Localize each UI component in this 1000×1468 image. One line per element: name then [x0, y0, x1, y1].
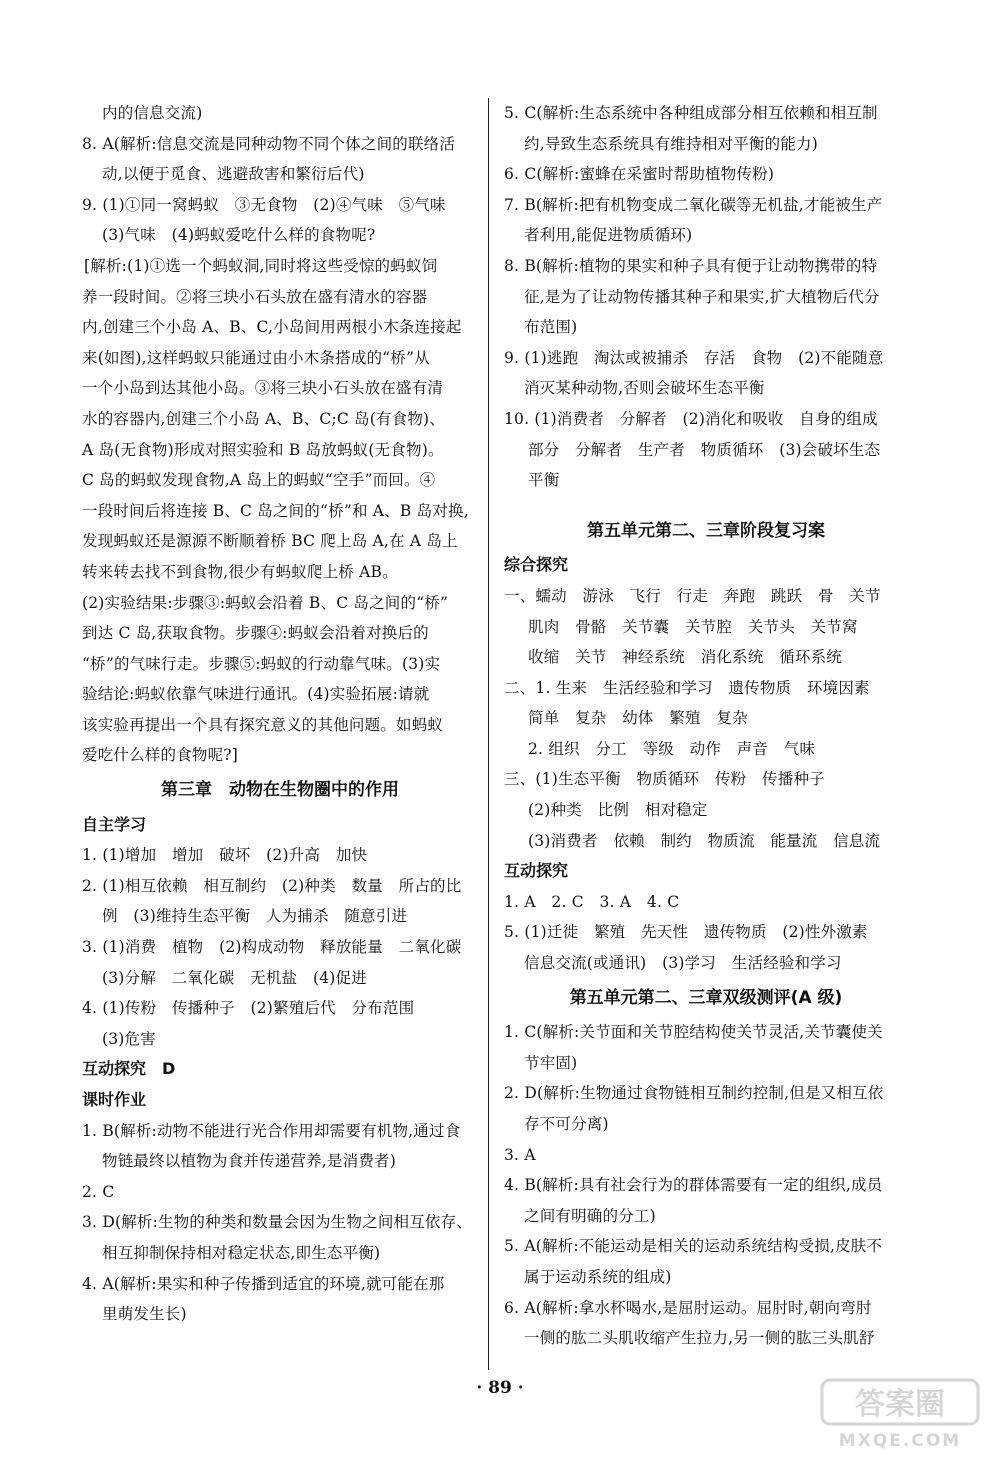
answer-line: 一、蠕动 游泳 飞行 行走 奔跑 跳跃 骨 关节 — [504, 586, 881, 605]
answer-line: 属于运动系统的组成) — [524, 1267, 672, 1286]
answer-line: 节牢固) — [524, 1053, 578, 1072]
answer-line: 3. A — [504, 1145, 536, 1164]
answer-line: 消灭某种动物,否则会破坏生态平衡 — [524, 379, 765, 398]
answer-line: C 岛的蚂蚁发现食物,A 岛上的蚂蚁“空手”而回。④ — [82, 471, 436, 490]
section-heading: 互动探究 D — [82, 1059, 176, 1079]
answer-line: 1. B(解析:动物不能进行光合作用却需要有机物,通过食 — [82, 1121, 461, 1140]
answer-line: 物链最终以植物为食并传递营养,是消费者) — [102, 1152, 396, 1171]
answer-line: 里萌发生长) — [102, 1305, 187, 1324]
section-heading: 第五单元第二、三章阶段复习案 — [587, 520, 825, 541]
answer-line: 一个小岛到达其他小岛。③将三块小石头放在盛有清 — [82, 379, 444, 398]
left-column — [82, 98, 478, 1330]
answer-line: 该实验再提出一个具有探究意义的其他问题。如蚂蚁 — [82, 715, 444, 734]
section-heading: 互动探究 — [504, 861, 569, 881]
answer-line: 二、1. 生来 生活经验和学习 遗传物质 环境因素 — [504, 678, 870, 697]
answer-line: 10. (1)消费者 分解者 (2)消化和吸收 自身的组成 — [504, 409, 878, 428]
answer-line: [解析:(1)①选一个蚂蚁洞,同时将这些受惊的蚂蚁饲 — [84, 256, 438, 275]
answer-line: 2. D(解析:生物通过食物链相互制约控制,但是又相互依 — [504, 1084, 884, 1103]
answer-line: 信息交流(或通讯) (3)学习 生活经验和学习 — [524, 954, 842, 973]
answer-line: (2)实验结果:步骤③:蚂蚁会沿着 B、C 岛之间的“桥” — [82, 593, 449, 612]
answer-line: 之间有明确的分工) — [524, 1206, 656, 1225]
answer-line: 2. 组织 分工 等级 动作 声音 气味 — [528, 739, 816, 758]
answer-line: 5. (1)迁徙 繁殖 先天性 遗传物质 (2)性外激素 — [504, 923, 868, 942]
answer-line: 7. B(解析:把有机物变成二氧化碳等无机盐,才能被生产 — [504, 195, 883, 214]
answer-line: 1. A 2. C 3. A 4. C — [504, 892, 680, 911]
answer-line: 存不可分离) — [524, 1115, 609, 1133]
watermark-top-text: 答案圈 — [855, 1387, 945, 1422]
answer-line: 收缩 关节 神经系统 消化系统 循环系统 — [528, 648, 843, 667]
answer-line: 来(如图),这样蚂蚁只能通过由小木条搭成的“桥”从 — [82, 348, 430, 367]
answer-line: 1. (1)增加 增加 破坏 (2)升高 加快 — [82, 846, 368, 865]
answer-line: 4. B(解析:具有社会行为的群体需要有一定的组织,成员 — [504, 1176, 883, 1195]
watermark-bottom-text: MXQE.COM — [838, 1431, 962, 1450]
answer-line: 部分 分解者 生产者 物质循环 (3)会破坏生态 — [528, 440, 881, 459]
answer-line: 到达 C 岛,获取食物。步骤④:蚂蚁会沿着对换后的 — [82, 624, 429, 643]
answer-line: 验结论:蚂蚁依靠气味进行通讯。(4)实验拓展:请就 — [82, 685, 430, 704]
right-column — [504, 98, 908, 1354]
answer-line: 6. A(解析:拿水杯喝水,是屈肘运动。屈肘时,朝向弯肘 — [504, 1298, 872, 1317]
answer-line: 2. (1)相互依赖 相互制约 (2)种类 数量 所占的比 — [82, 876, 462, 895]
answer-line: 一段时间后将连接 B、C 岛之间的“桥”和 A、B 岛对换, — [82, 501, 469, 520]
answer-line: (2)种类 比例 相对稳定 — [528, 801, 708, 820]
answer-line: 一侧的肱二头肌收缩产生拉力,另一侧的肱三头肌舒 — [524, 1329, 875, 1348]
answer-line: 动,以便于觅食、逃避敌害和繁衍后代) — [102, 165, 365, 184]
answer-line: 者利用,能促进物质循环) — [524, 226, 693, 245]
answer-line: 内,创建三个小岛 A、B、C,小岛间用两根小木条连接起 — [82, 318, 462, 337]
answer-line: 3. (1)消费 植物 (2)构成动物 释放能量 二氧化碳 — [82, 938, 462, 957]
answer-line: 1. C(解析:关节面和关节腔结构使关节灵活,关节囊使关 — [504, 1023, 883, 1042]
watermark-logo — [820, 1378, 980, 1450]
section-heading: 自主学习 — [82, 814, 147, 834]
answer-line: 征,是为了让动物传播其种子和果实,扩大植物后代分 — [524, 287, 880, 306]
answer-line: (3)气味 (4)蚂蚁爱吃什么样的食物呢? — [102, 226, 376, 245]
answer-line: (3)危害 — [102, 1029, 156, 1048]
answer-line: 布范围) — [524, 318, 578, 337]
answer-line: 4. (1)传粉 传播种子 (2)繁殖后代 分布范围 — [82, 999, 415, 1018]
answer-line: 9. (1)逃跑 淘汰或被捕杀 存活 食物 (2)不能随意 — [504, 348, 884, 367]
answer-line: 4. A(解析:果实和种子传播到适宜的环境,就可能在那 — [82, 1274, 445, 1293]
answer-line: 9. (1)①同一窝蚂蚁 ③无食物 (2)④气味 ⑤气味 — [82, 195, 446, 214]
section-heading: 第五单元第二、三章双级测评(A 级) — [569, 987, 843, 1008]
page-number: · 89 · — [476, 1378, 524, 1398]
spacer — [504, 496, 908, 512]
answer-line: 发现蚂蚁还是源源不断顺着桥 BC 爬上岛 A,在 A 岛上 — [82, 532, 458, 551]
answer-line: 例 (3)维持生态平衡 人为捕杀 随意引进 — [102, 907, 408, 926]
column-divider — [488, 98, 489, 1370]
answer-line: “桥”的气味行走。步骤⑤:蚂蚁的行动靠气味。(3)实 — [82, 654, 441, 673]
answer-line: 转来转去找不到食物,很少有蚂蚁爬上桥 AB。 — [82, 562, 398, 581]
answer-line: 8. B(解析:植物的果实和种子具有便于让动物携带的特 — [504, 256, 878, 275]
answer-line: 养一段时间。②将三块小石头放在盛有清水的容器 — [82, 287, 428, 306]
section-heading: 综合探究 — [504, 555, 569, 575]
answer-line: 水的容器内,创建三个小岛 A、B、C;C 岛(有食物)、 — [82, 409, 446, 428]
answer-line: 5. A(解析:不能运动是相关的运动系统结构受损,皮肤不 — [504, 1237, 883, 1256]
answer-line: 爱吃什么样的食物呢?] — [82, 746, 239, 765]
section-heading: 课时作业 — [82, 1090, 147, 1109]
answer-line: (3)分解 二氧化碳 无机盐 (4)促进 — [102, 968, 367, 987]
answer-line: A 岛(无食物)形成对照实验和 B 岛放蚂蚁(无食物)。 — [82, 440, 444, 459]
answer-line: 5. C(解析:生态系统中各种组成部分相互依赖和相互制 — [504, 104, 878, 122]
answer-line: 6. C(解析:蜜蜂在采蜜时帮助植物传粉) — [504, 165, 775, 184]
answer-line: 肌肉 骨骼 关节囊 关节腔 关节头 关节窝 — [528, 617, 858, 636]
answer-line: 3. D(解析:生物的种类和数量会因为生物之间相互依存、 — [82, 1213, 473, 1232]
answer-line: 三、(1)生态平衡 物质循环 传粉 传播种子 — [504, 770, 825, 789]
section-heading: 第三章 动物在生物圈中的作用 — [161, 780, 399, 801]
answer-line: 相互抑制保持相对稳定状态,即生态平衡) — [102, 1243, 381, 1262]
answer-line: 内的信息交流) — [102, 104, 203, 122]
answer-line: (3)消费者 依赖 制约 物质流 能量流 信息流 — [528, 831, 881, 850]
answer-line: 8. A(解析:信息交流是同种动物不同个体之间的联络活 — [82, 134, 456, 153]
answer-line: 简单 复杂 幼体 繁殖 复杂 — [528, 709, 748, 728]
answer-line: 约,导致生态系统具有维持相对平衡的能力) — [524, 134, 818, 153]
answer-line: 2. C — [82, 1182, 115, 1201]
answer-line: 平衡 — [528, 471, 560, 490]
